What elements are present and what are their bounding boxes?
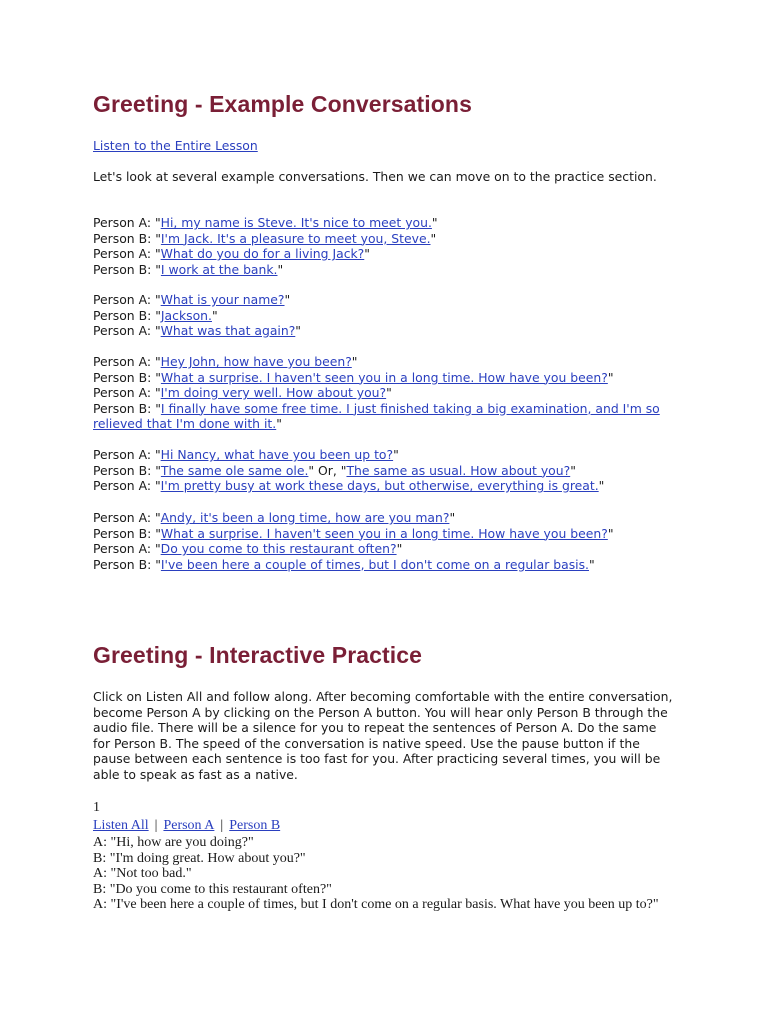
practice-line: B: "I'm doing great. How about you?" [93,850,306,866]
conversation-4 [93,447,693,494]
dialogue-line: Person A: "What was that again?" [93,323,301,338]
intro-paragraph: Let's look at several example conversations. Then we can move on to the practice section. [93,169,657,184]
dialogue-link[interactable]: What was that again? [160,323,296,338]
practice-instructions: Click on Listen All and follow along. After becoming comfortable with the entire conversation, become Person A by clicking on the Person A button. You will hear only Person B through the audio file. There will be a silence for you to repeat the sentences of Person A. Do the same for Person B. The speed of the conversation is native speed. Use the pause button if the pause between each sentence is too fast for you. After practicing several times, you will be able to speak as fast as a native. [93,689,673,782]
dialogue-link[interactable]: I finally have some free time. I just finished taking a big examination, and I'm so relieved that I'm done with it. [93,400,660,431]
section-title-practice: Greeting - Interactive Practice [93,642,423,668]
dialogue-line: Person B: "I finally have some free time. I just finished taking a big examination, and I'm so relieved that I'm done with it." [93,400,660,431]
dialogue-line: Person B: "I'm Jack. It's a pleasure to meet you, Steve." [93,230,437,246]
dialogue-link[interactable]: I'm Jack. It's a pleasure to meet you, Steve. [160,230,431,246]
dialogue-link[interactable]: What do you do for a living Jack? [160,246,365,261]
conversation-5 [93,510,693,572]
dialogue-line: Person A: "Do you come to this restaurant often?" [93,541,403,556]
dialogue-link[interactable]: The same as usual. How about you? [346,462,571,478]
dialogue-link[interactable]: I'm pretty busy at work these days, but otherwise, everything is great. [160,478,599,493]
person-a-link[interactable]: Person A [163,817,215,833]
conversation-3 [93,354,693,432]
practice-exercise [93,800,683,913]
dialogue-link[interactable]: What is your name? [160,292,285,307]
exercise-number: 1 [93,800,100,815]
dialogue-line: Person B: "I've been here a couple of times, but I don't come on a regular basis." [93,556,595,572]
practice-line: A: "I've been here a couple of times, but I don't come on a regular basis. What have you been up to?" [93,897,659,912]
dialogue-line: Person A: "I'm doing very well. How about you?" [93,385,392,400]
audio-controls [93,818,683,834]
separator: | [154,817,158,833]
dialogue-link[interactable]: Hi, my name is Steve. It's nice to meet you. [160,215,432,230]
dialogue-line: Person B: "I work at the bank." [93,261,284,277]
dialogue-link[interactable]: Jackson. [160,307,212,323]
dialogue-line: Person A: "What is your name?" [93,292,291,307]
dialogue-line: Person B: "What a surprise. I haven't seen you in a long time. How have you been?" [93,525,614,541]
dialogue-line: Person B: "What a surprise. I haven't seen you in a long time. How have you been?" [93,369,614,385]
dialogue-link[interactable]: I'm doing very well. How about you? [160,385,387,400]
practice-line: A: "Hi, how are you doing?" [93,835,254,850]
dialogue-line: Person A: "Hi Nancy, what have you been up to?" [93,447,399,462]
practice-line: B: "Do you come to this restaurant often?" [93,881,332,897]
dialogue-link[interactable]: What a surprise. I haven't seen you in a long time. How have you been? [160,369,608,385]
dialogue-line: Person A: "Andy, it's been a long time, how are you man?" [93,510,456,525]
listen-all-link[interactable]: Listen All [93,817,149,833]
dialogue-link[interactable]: Do you come to this restaurant often? [160,541,397,556]
conversation-2 [93,292,693,339]
dialogue-line: Person A: "Hi, my name is Steve. It's nice to meet you." [93,215,438,230]
listen-entire-lesson-link[interactable]: Listen to the Entire Lesson [93,138,258,153]
dialogue-link[interactable]: Hi Nancy, what have you been up to? [160,447,394,462]
dialogue-link[interactable]: I've been here a couple of times, but I don't come on a regular basis. [160,556,589,572]
person-b-link[interactable]: Person B [229,817,281,833]
dialogue-link[interactable]: Andy, it's been a long time, how are you man? [160,510,450,525]
conversation-1 [93,215,693,277]
dialogue-line: Person B: "Jackson." [93,307,218,323]
dialogue-line: Person B: "The same ole same ole." Or, "The same as usual. How about you?" [93,462,576,478]
dialogue-link[interactable]: I work at the bank. [160,261,278,277]
dialogue-link[interactable]: The same ole same ole. [160,462,309,478]
dialogue-line: Person A: "What do you do for a living Jack?" [93,246,370,261]
practice-line: A: "Not too bad." [93,866,192,881]
dialogue-link[interactable]: Hey John, how have you been? [160,354,352,369]
separator: | [220,817,224,833]
page-title: Greeting - Example Conversations [93,91,472,117]
dialogue-link[interactable]: What a surprise. I haven't seen you in a long time. How have you been? [160,525,608,541]
dialogue-line: Person A: "I'm pretty busy at work these days, but otherwise, everything is great." [93,478,605,493]
dialogue-line: Person A: "Hey John, how have you been?" [93,354,358,369]
